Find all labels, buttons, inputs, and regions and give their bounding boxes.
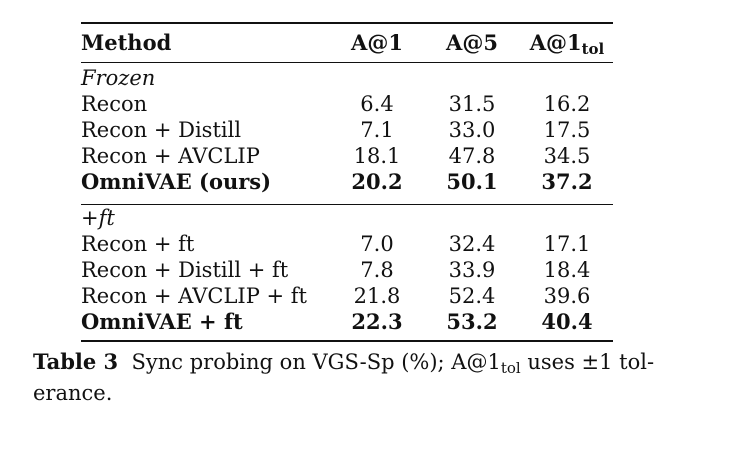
table-row	[81, 117, 613, 143]
table-row	[81, 143, 613, 169]
table-row	[81, 91, 613, 117]
method-cell: Recon + Distill	[81, 118, 242, 142]
header-a5: A@5	[446, 30, 498, 55]
method-cell: Recon + Distill + ft	[81, 258, 289, 282]
a1-cell: 6.4	[360, 92, 394, 116]
header-method: Method	[81, 30, 172, 55]
a1-cell: 7.8	[360, 258, 394, 282]
method-cell: OmniVAE + ft	[81, 309, 243, 334]
a1-cell: 7.1	[360, 118, 394, 142]
caption-text-after: uses ±1 tol-	[520, 350, 655, 374]
table-row-highlight	[81, 169, 613, 195]
a5-cell: 33.0	[448, 118, 496, 142]
method-cell: Recon + ft	[81, 232, 195, 256]
a5-cell: 33.9	[448, 258, 496, 282]
header-a1: A@1	[351, 30, 403, 55]
a1-tol-cell: 40.4	[541, 309, 593, 334]
table-row	[81, 283, 613, 309]
a5-cell: 50.1	[446, 169, 498, 194]
group-label-row	[81, 205, 613, 231]
header-a1-tol	[527, 30, 607, 56]
header-rule	[81, 62, 613, 63]
a5-cell: 53.2	[446, 309, 498, 334]
a1-cell: 22.3	[351, 309, 403, 334]
table-caption	[33, 346, 693, 409]
bottom-rule	[81, 340, 613, 342]
a1-cell: 21.8	[353, 284, 401, 308]
header-a1-tol-main: A@1	[529, 30, 582, 55]
header-row	[81, 30, 613, 56]
method-cell: Recon + AVCLIP	[81, 144, 260, 168]
a1-tol-cell: 17.5	[543, 118, 591, 142]
a1-tol-cell: 18.4	[543, 258, 591, 282]
caption-label: Table 3	[33, 349, 119, 374]
header-a1-tol-sub: tol	[581, 40, 605, 58]
a5-cell: 32.4	[448, 232, 496, 256]
method-cell: Recon + AVCLIP + ft	[81, 284, 307, 308]
a1-tol-cell: 34.5	[543, 144, 591, 168]
a1-cell: 7.0	[360, 232, 394, 256]
caption-sub: tol	[500, 359, 521, 377]
group-label-ft: +ft	[81, 206, 115, 230]
a1-tol-cell: 39.6	[543, 284, 591, 308]
caption-text-before: Sync probing on VGS-Sp (%); A@1	[131, 350, 501, 374]
table-row	[81, 257, 613, 283]
a1-cell: 18.1	[353, 144, 401, 168]
caption-line2: erance.	[33, 381, 113, 405]
a5-cell: 52.4	[448, 284, 496, 308]
a1-tol-cell: 17.1	[543, 232, 591, 256]
a1-tol-cell: 16.2	[543, 92, 591, 116]
a1-tol-cell: 37.2	[541, 169, 593, 194]
group-label-row	[81, 65, 613, 91]
table-row	[81, 231, 613, 257]
a5-cell: 31.5	[448, 92, 496, 116]
group-label-frozen: Frozen	[81, 66, 156, 90]
top-rule	[81, 22, 613, 24]
method-cell: Recon	[81, 92, 148, 116]
a5-cell: 47.8	[448, 144, 496, 168]
table-row-highlight	[81, 309, 613, 335]
method-cell: OmniVAE (ours)	[81, 169, 272, 194]
a1-cell: 20.2	[351, 169, 403, 194]
